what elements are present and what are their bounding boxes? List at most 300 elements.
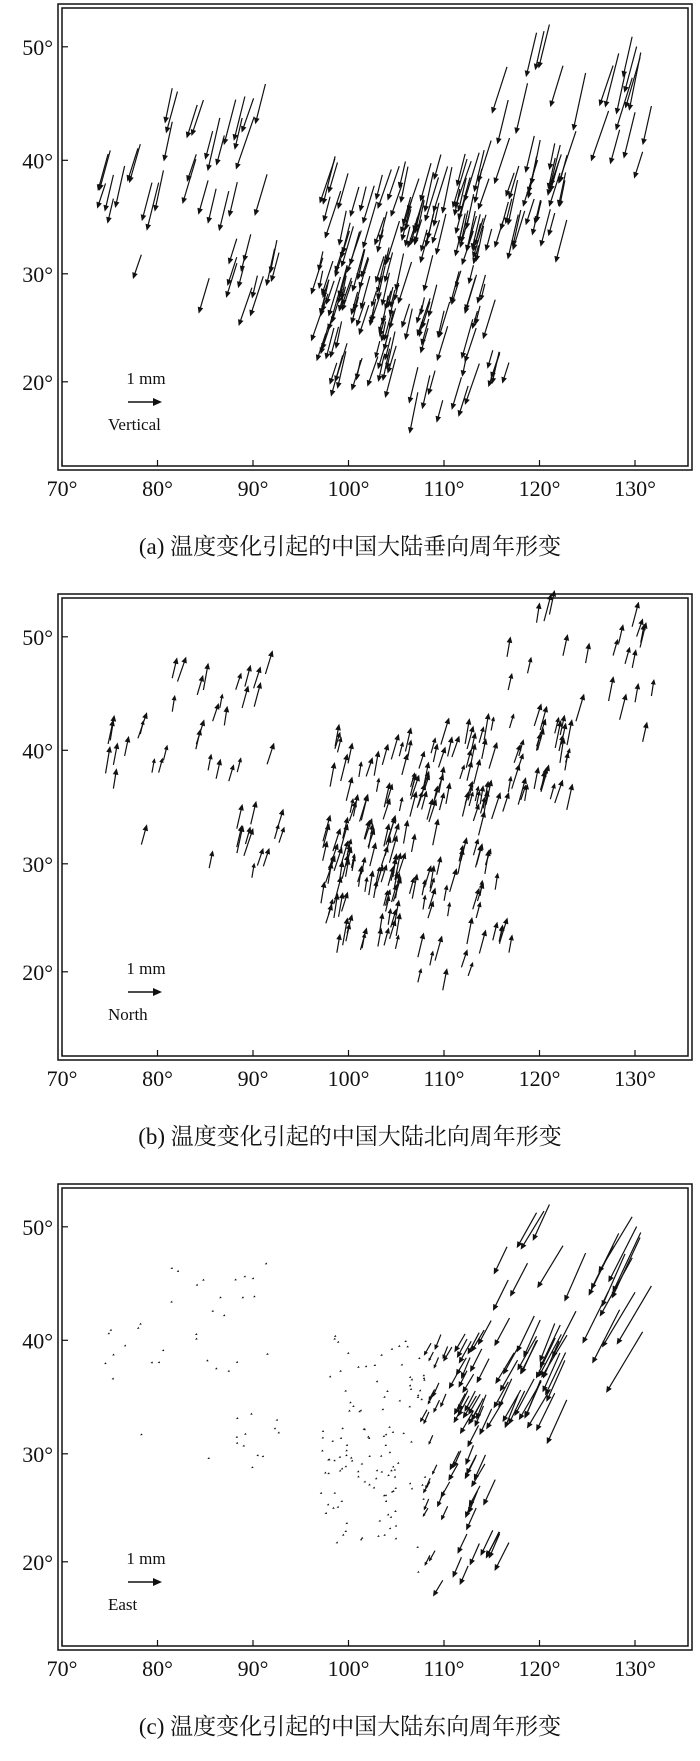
x-tick-label: 70° [46, 1656, 78, 1681]
vector-shaft [441, 721, 448, 744]
vector-head [510, 713, 514, 718]
y-tick-label: 50° [22, 1214, 53, 1240]
vector-shaft [374, 884, 376, 898]
y-tick-label: 40° [22, 738, 53, 764]
vector-shaft [245, 669, 250, 687]
vector-shaft [523, 1211, 544, 1246]
vector-head [525, 218, 530, 225]
vector-shaft [495, 876, 497, 889]
vector-head [339, 1456, 341, 1458]
vector-shaft [236, 676, 240, 689]
vector-head [619, 624, 625, 631]
vector-head [590, 154, 595, 161]
vector-head [345, 1522, 348, 1524]
vector-shaft [524, 160, 537, 203]
vector-shaft [421, 297, 424, 311]
vector-head [327, 186, 332, 193]
vector-shaft [425, 1343, 431, 1353]
vector-head [238, 804, 244, 811]
vector-head [491, 107, 496, 114]
vector-head [395, 1537, 397, 1539]
vector-head [341, 1427, 343, 1429]
vector-head [268, 650, 273, 657]
vector-head [107, 1332, 109, 1334]
vector-shaft [508, 676, 511, 690]
vector-shaft [410, 881, 414, 894]
vector-head [327, 1503, 329, 1505]
vector-shaft [267, 747, 273, 765]
vector-head [485, 713, 491, 720]
vector-head [501, 377, 506, 384]
vector-shaft [555, 720, 558, 733]
vector-shaft [138, 716, 146, 738]
scale-component-label: North [108, 1005, 148, 1024]
vector-head [419, 1389, 422, 1391]
vector-shaft [237, 808, 242, 829]
vector-shaft [341, 758, 347, 781]
vector-head [494, 177, 499, 184]
vector-shaft [404, 824, 407, 844]
vector-head [628, 104, 634, 111]
vector-shaft [497, 1353, 514, 1381]
vector-shaft [567, 723, 571, 745]
vector-head [344, 840, 349, 847]
vector-shaft [443, 1482, 450, 1495]
vector-head [372, 842, 378, 849]
vector-head [243, 1275, 245, 1277]
vector-head [555, 717, 560, 723]
vector-shaft [606, 53, 619, 103]
x-tick-label: 90° [237, 476, 269, 501]
vector-shaft [625, 112, 635, 154]
vector-shaft [448, 740, 452, 756]
vector-head [114, 201, 120, 208]
vector-shaft [339, 173, 348, 205]
vector-shaft [475, 150, 484, 188]
vector-shaft [374, 755, 378, 776]
vector-head [385, 823, 391, 830]
vector-shaft [559, 739, 562, 751]
x-tick-label: 130° [614, 1066, 656, 1091]
vector-shaft [379, 169, 391, 205]
vector-head [459, 241, 464, 248]
vector-head [351, 285, 357, 292]
vector-head [350, 798, 354, 803]
vector-head [389, 1451, 391, 1453]
vector-head [468, 781, 473, 788]
vector-head [345, 1449, 347, 1451]
vector-head [427, 388, 433, 395]
vector-head [329, 899, 334, 905]
vector-head [207, 217, 213, 224]
vector-shaft [172, 698, 174, 711]
vector-shaft [504, 363, 509, 380]
vector-shaft [348, 747, 352, 764]
vector-head [339, 1470, 341, 1472]
vector-head [424, 1476, 426, 1478]
vector-head [465, 245, 470, 252]
vector-head [409, 1482, 411, 1484]
vector-shaft [125, 740, 128, 756]
vector-shaft [512, 768, 519, 789]
vector-head [406, 1346, 408, 1348]
vector-shaft [425, 255, 433, 287]
vector-head [251, 1466, 253, 1468]
vector-shaft [484, 300, 495, 336]
vector-head [336, 933, 342, 940]
vector-head [361, 1537, 363, 1539]
vector-shaft [567, 788, 572, 810]
vector-shaft [419, 755, 423, 769]
y-tick-label: 30° [22, 851, 53, 877]
vector-shaft [152, 761, 154, 772]
x-tick-label: 80° [142, 1066, 173, 1091]
vector-shaft [277, 813, 282, 830]
vector-head [474, 838, 479, 844]
vector-head [238, 757, 242, 762]
vector-shaft [257, 852, 262, 866]
vector-shaft [537, 607, 539, 623]
vector-head [380, 1354, 382, 1356]
vector-head [494, 241, 499, 248]
vector-shaft [448, 905, 450, 916]
vector-head [451, 403, 456, 410]
vector-shaft [200, 180, 209, 210]
vector-shaft [566, 1253, 586, 1298]
vector-shaft [196, 733, 200, 749]
vector-head [224, 706, 230, 713]
vector-head [348, 776, 354, 783]
scale-value: 1 mm [126, 959, 166, 978]
vector-head [383, 1435, 385, 1437]
vector-head [420, 751, 425, 757]
vector-shaft [143, 183, 152, 217]
vector-head [336, 828, 341, 835]
vector-head [615, 108, 621, 115]
vector-head [357, 1470, 359, 1472]
vector-head [324, 232, 329, 239]
chart-vertical [0, 0, 700, 580]
vector-shaft [366, 761, 371, 776]
vector-head [393, 853, 399, 860]
vector-head [265, 279, 271, 286]
vector-head [410, 1441, 412, 1443]
vector-shaft [323, 261, 333, 291]
vector-shaft [496, 1247, 507, 1271]
vector-head [452, 868, 457, 875]
vector-shaft [430, 285, 437, 313]
vector-head [252, 801, 258, 808]
vector-head [394, 1487, 396, 1489]
vector-shaft [163, 748, 166, 760]
vector-head [481, 930, 487, 937]
vector-shaft [484, 717, 488, 740]
vector-shaft [507, 640, 510, 656]
vector-head [336, 1541, 338, 1543]
vector-head [506, 253, 512, 260]
vector-head [438, 935, 444, 942]
vector-head [417, 1396, 419, 1398]
vector-shaft [527, 199, 534, 221]
vector-shaft [256, 84, 265, 120]
vector-head [200, 719, 205, 726]
vector-head [331, 762, 337, 769]
y-tick-label: 20° [22, 959, 53, 985]
vector-shaft [459, 1534, 467, 1550]
vector-head [177, 1270, 180, 1272]
vector-shaft [625, 650, 629, 663]
vector-shaft [359, 764, 361, 777]
vector-shaft [542, 209, 551, 243]
vector-head [368, 1484, 370, 1486]
vector-head [404, 1340, 406, 1342]
vector-shaft [433, 823, 438, 846]
vector-head [554, 256, 560, 263]
vector-shaft [517, 83, 528, 130]
vector-shaft [410, 367, 418, 399]
vector-shaft [429, 803, 435, 822]
vector-head [230, 764, 235, 770]
vector-head [172, 695, 177, 701]
vector-head [462, 837, 468, 844]
vector-head [393, 1469, 395, 1471]
vector-head [410, 1388, 412, 1390]
vector-head [548, 200, 553, 207]
vector-shaft [369, 874, 372, 895]
vector-shaft [479, 1359, 490, 1380]
vector-head [236, 1417, 238, 1419]
vector-shaft [468, 965, 472, 976]
vector-shaft [423, 898, 425, 910]
vector-shaft [453, 377, 462, 406]
vector-head [344, 917, 350, 924]
vector-head [385, 1500, 387, 1502]
vector-head [145, 224, 151, 231]
vector-shaft [376, 341, 379, 355]
vector-shaft [435, 1357, 439, 1366]
vector-head [358, 761, 363, 766]
vector-shaft [435, 1580, 443, 1593]
vector-shaft [470, 265, 474, 280]
vector-head [223, 1314, 225, 1316]
vector-head [398, 1400, 400, 1402]
vector-head [337, 202, 342, 209]
vector-head [461, 258, 466, 265]
vector-head [635, 683, 641, 690]
vector-head [516, 744, 521, 751]
vector-shaft [253, 276, 257, 295]
vector-head [354, 794, 360, 801]
vector-head [333, 1492, 335, 1494]
vector-head [634, 602, 640, 609]
vector-head [421, 1484, 423, 1486]
vector-head [368, 1455, 370, 1457]
vector-shaft [644, 106, 652, 141]
vector-shaft [534, 771, 537, 789]
vector-head [427, 310, 433, 317]
vector-shaft [547, 1353, 566, 1392]
vector-shaft [479, 815, 484, 835]
vector-head [416, 1546, 418, 1548]
vector-shaft [435, 940, 441, 961]
vector-head [622, 694, 628, 701]
vector-head [249, 310, 254, 317]
vector-head [327, 323, 332, 330]
vector-shaft [425, 1499, 429, 1508]
vector-shaft [493, 926, 497, 941]
vector-shaft [538, 1393, 555, 1427]
vector-head [227, 1370, 229, 1372]
vector-head [374, 352, 379, 358]
vector-head [566, 748, 570, 753]
vector-shaft [510, 716, 514, 728]
chart-north [0, 590, 700, 1170]
vector-head [604, 101, 610, 108]
vector-shaft [492, 796, 500, 819]
vector-shaft [544, 598, 550, 622]
vector-shaft [251, 805, 256, 824]
vector-head [509, 934, 514, 940]
vector-head [139, 1323, 141, 1325]
vector-head [369, 870, 375, 877]
vector-head [153, 205, 159, 212]
vector-shaft [383, 802, 389, 819]
vector-head [234, 1278, 236, 1280]
vector-head [408, 1405, 410, 1407]
vector-shaft [209, 189, 216, 220]
vector-shaft [635, 687, 638, 702]
vector-head [376, 1380, 378, 1382]
vector-shaft [401, 167, 407, 199]
vector-head [251, 292, 257, 299]
vector-head [324, 1472, 326, 1474]
vector-shaft [365, 880, 367, 892]
vector-head [332, 1507, 334, 1509]
vector-head [196, 1284, 198, 1286]
vector-head [376, 1469, 378, 1471]
vector-head [384, 1444, 386, 1446]
vector-head [356, 320, 361, 327]
vector-field [96, 25, 651, 434]
vector-head [499, 924, 505, 931]
vector-head [549, 100, 554, 107]
vector-shaft [320, 271, 323, 286]
vector-shaft [549, 213, 554, 232]
vector-head [352, 1405, 354, 1407]
vector-head [376, 246, 382, 253]
frame-inner [62, 8, 688, 466]
vector-head [388, 1426, 390, 1428]
vector-head [394, 1476, 396, 1478]
vector-shaft [456, 1334, 465, 1349]
vector-head [259, 848, 264, 855]
vector-head [173, 657, 179, 664]
vector-shaft [237, 760, 240, 772]
vector-shaft [351, 232, 359, 262]
vector-head [392, 909, 397, 916]
vector-head [397, 1462, 399, 1464]
vector-shaft [632, 653, 635, 668]
vector-shaft [632, 606, 638, 627]
vector-head [424, 215, 429, 222]
vector-shaft [265, 654, 271, 674]
x-tick-label: 130° [614, 476, 656, 501]
vector-head [339, 892, 345, 899]
vector-head [254, 117, 260, 124]
vector-head [316, 354, 321, 361]
vector-head [422, 285, 428, 292]
vector-shaft [229, 768, 233, 781]
vector-shaft [528, 660, 531, 673]
vector-shaft [364, 202, 376, 245]
vector-shaft [113, 772, 116, 788]
vector-head [344, 1530, 346, 1532]
vector-head [528, 657, 533, 663]
vector-head [408, 427, 414, 434]
caption-east: (c) 温度变化引起的中国大陆东向周年形变 [138, 1714, 562, 1739]
vector-head [422, 879, 427, 885]
y-tick-label: 30° [22, 261, 53, 287]
vector-head [209, 850, 214, 856]
vector-shaft [467, 921, 471, 944]
vector-shaft [369, 357, 378, 383]
vector-shaft [390, 923, 395, 938]
vector-head [211, 1310, 214, 1312]
vector-head [420, 1398, 422, 1400]
vector-shaft [480, 789, 482, 804]
vector-head [195, 1338, 197, 1340]
vector-head [395, 1525, 397, 1527]
vector-head [480, 726, 485, 732]
vector-head [198, 307, 203, 314]
vector-head [140, 1433, 142, 1435]
vector-shaft [313, 313, 321, 337]
vector-head [333, 1338, 335, 1340]
vector-head [375, 750, 381, 757]
vector-shaft [442, 1394, 446, 1405]
vector-head [423, 1379, 425, 1381]
vector-head [265, 848, 270, 855]
vector-shaft [451, 1369, 460, 1385]
vector-shaft [512, 1263, 528, 1293]
vector-shaft [193, 100, 204, 132]
x-tick-label: 110° [423, 476, 465, 501]
vector-shaft [177, 661, 184, 682]
vector-head [206, 1359, 208, 1361]
vector-head [409, 1384, 411, 1386]
vector-shaft [468, 1455, 476, 1471]
vector-shaft [489, 746, 496, 769]
y-tick-label: 40° [22, 1328, 53, 1354]
vector-head [515, 764, 520, 771]
vector-head [514, 127, 520, 134]
vector-head [464, 307, 469, 314]
vector-shaft [184, 159, 196, 200]
vector-head [106, 217, 112, 224]
vector-head [558, 780, 563, 787]
vector-head [383, 846, 388, 853]
vector-head [352, 853, 356, 858]
vector-shaft [382, 748, 387, 765]
vector-head [325, 353, 331, 360]
vector-shaft [387, 221, 399, 259]
vector-shaft [473, 807, 478, 821]
vector-head [525, 70, 531, 77]
vector-head [522, 200, 527, 207]
vector-shaft [384, 931, 388, 945]
vector-head [539, 240, 545, 247]
vector-head [443, 968, 449, 975]
